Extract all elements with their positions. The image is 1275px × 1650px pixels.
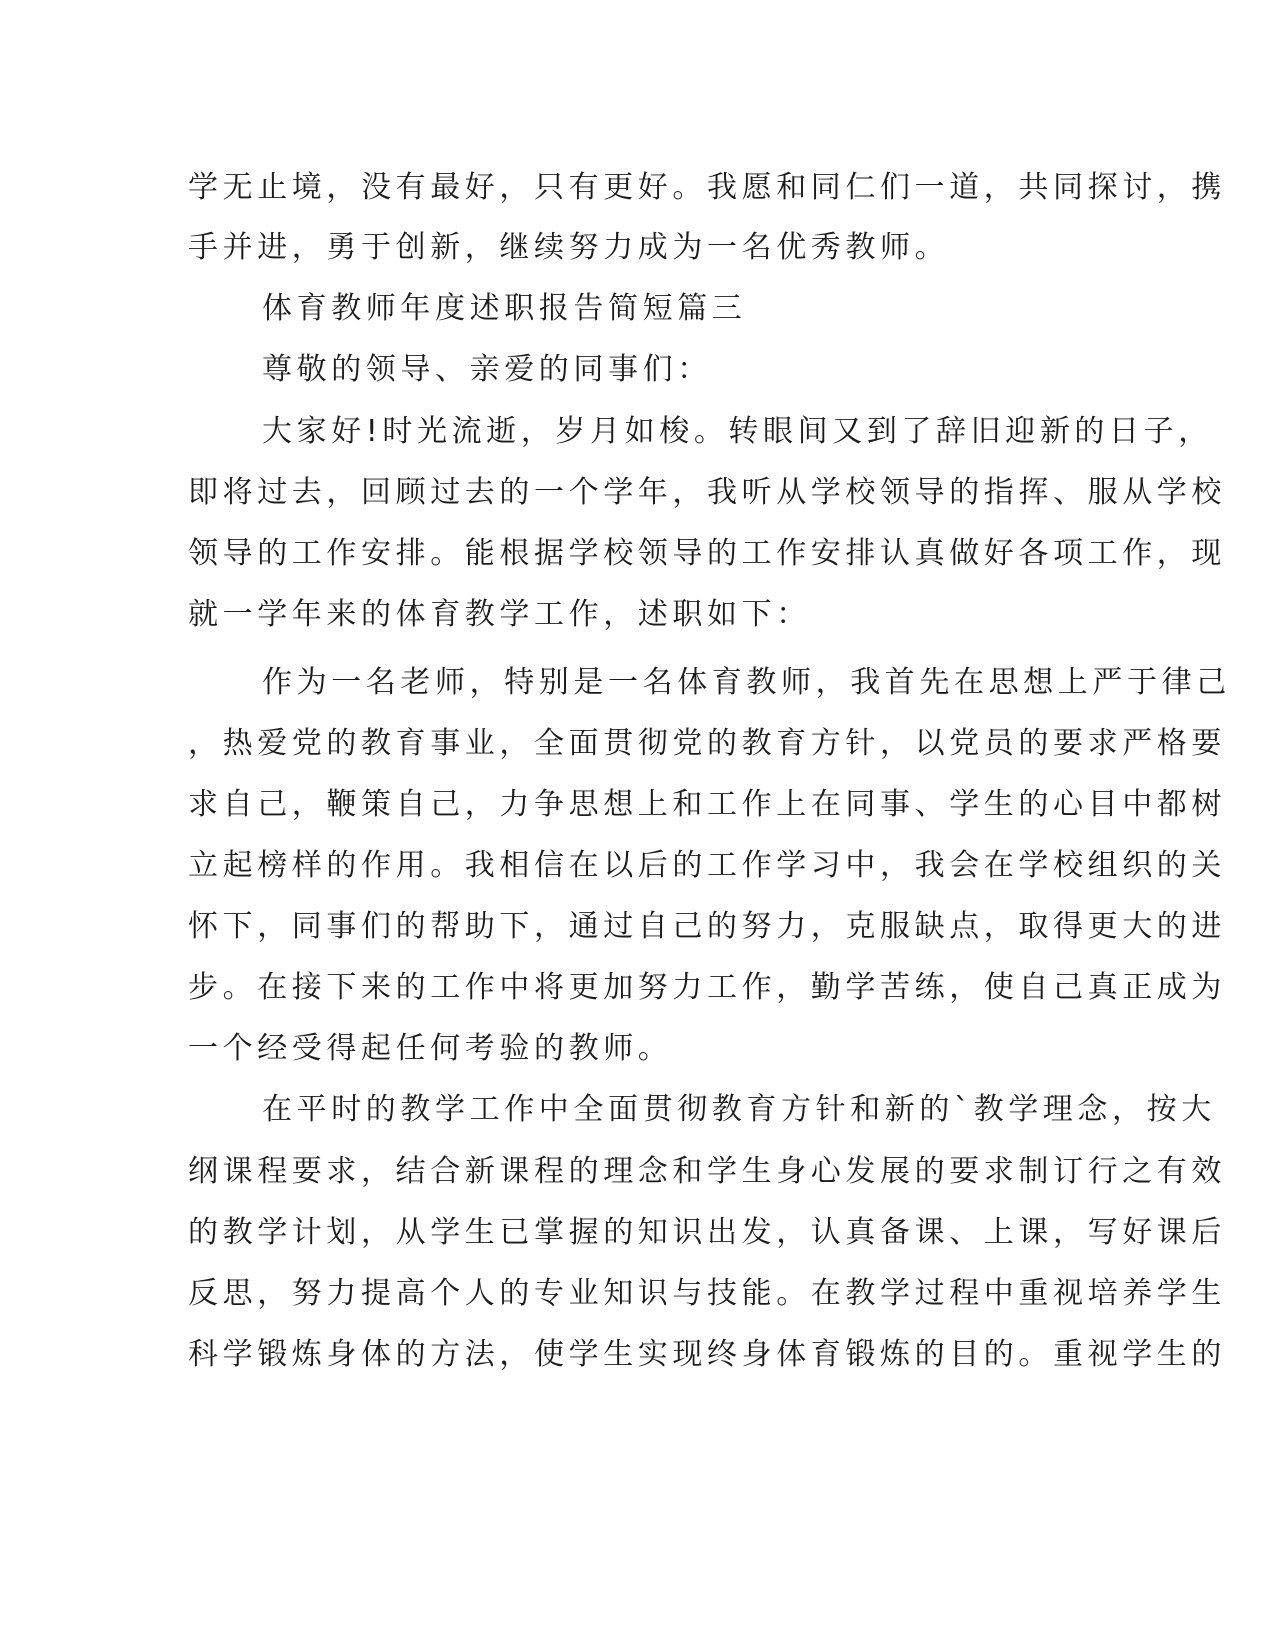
paragraph-line: 纲课程要求，结合新课程的理念和学生身心发展的要求制订行之有效 xyxy=(188,1154,1226,1189)
paragraph-line: 领导的工作安排。能根据学校领导的工作安排认真做好各项工作，现 xyxy=(188,536,1226,571)
paragraph-line: 作为一名老师，特别是一名体育教师，我首先在思想上严于律己 xyxy=(262,665,1231,700)
paragraph-line: 反思，努力提高个人的专业知识与技能。在教学过程中重视培养学生 xyxy=(188,1276,1226,1311)
paragraph-line: 求自己，鞭策自己，力争思想上和工作上在同事、学生的心目中都树 xyxy=(188,787,1226,822)
paragraph-line: ，热爱党的教育事业，全面贯彻党的教育方针，以党员的要求严格要 xyxy=(188,726,1226,761)
paragraph-line: 立起榜样的作用。我相信在以后的工作学习中，我会在学校组织的关 xyxy=(188,848,1226,883)
paragraph-line: 手并进，勇于创新，继续努力成为一名优秀教师。 xyxy=(188,230,950,265)
paragraph-line: 怀下，同事们的帮助下，通过自己的努力，克服缺点，取得更大的进 xyxy=(188,909,1226,944)
paragraph-line: 科学锻炼身体的方法，使学生实现终身体育锻炼的目的。重视学生的 xyxy=(188,1337,1226,1372)
paragraph-line: 就一学年来的体育教学工作，述职如下： xyxy=(188,597,811,632)
salutation: 尊敬的领导、亲爱的同事们： xyxy=(262,352,712,387)
paragraph-line: 步。在接下来的工作中将更加努力工作，勤学苦练，使自己真正成为 xyxy=(188,970,1226,1005)
paragraph-line: 在平时的教学工作中全面贯彻教育方针和新的`教学理念，按大 xyxy=(262,1092,1216,1127)
paragraph-line: 的教学计划，从学生已掌握的知识出发，认真备课、上课，写好课后 xyxy=(188,1215,1226,1250)
paragraph-line: 一个经受得起任何考验的教师。 xyxy=(188,1031,673,1066)
section-heading: 体育教师年度述职报告简短篇三 xyxy=(262,291,747,326)
paragraph-line: 即将过去，回顾过去的一个学年，我听从学校领导的指挥、服从学校 xyxy=(188,475,1226,510)
paragraph-line: 大家好!时光流逝，岁月如梭。转眼间又到了辞旧迎新的日子， xyxy=(262,414,1213,449)
paragraph-line: 学无止境，没有最好，只有更好。我愿和同仁们一道，共同探讨，携 xyxy=(188,170,1226,205)
